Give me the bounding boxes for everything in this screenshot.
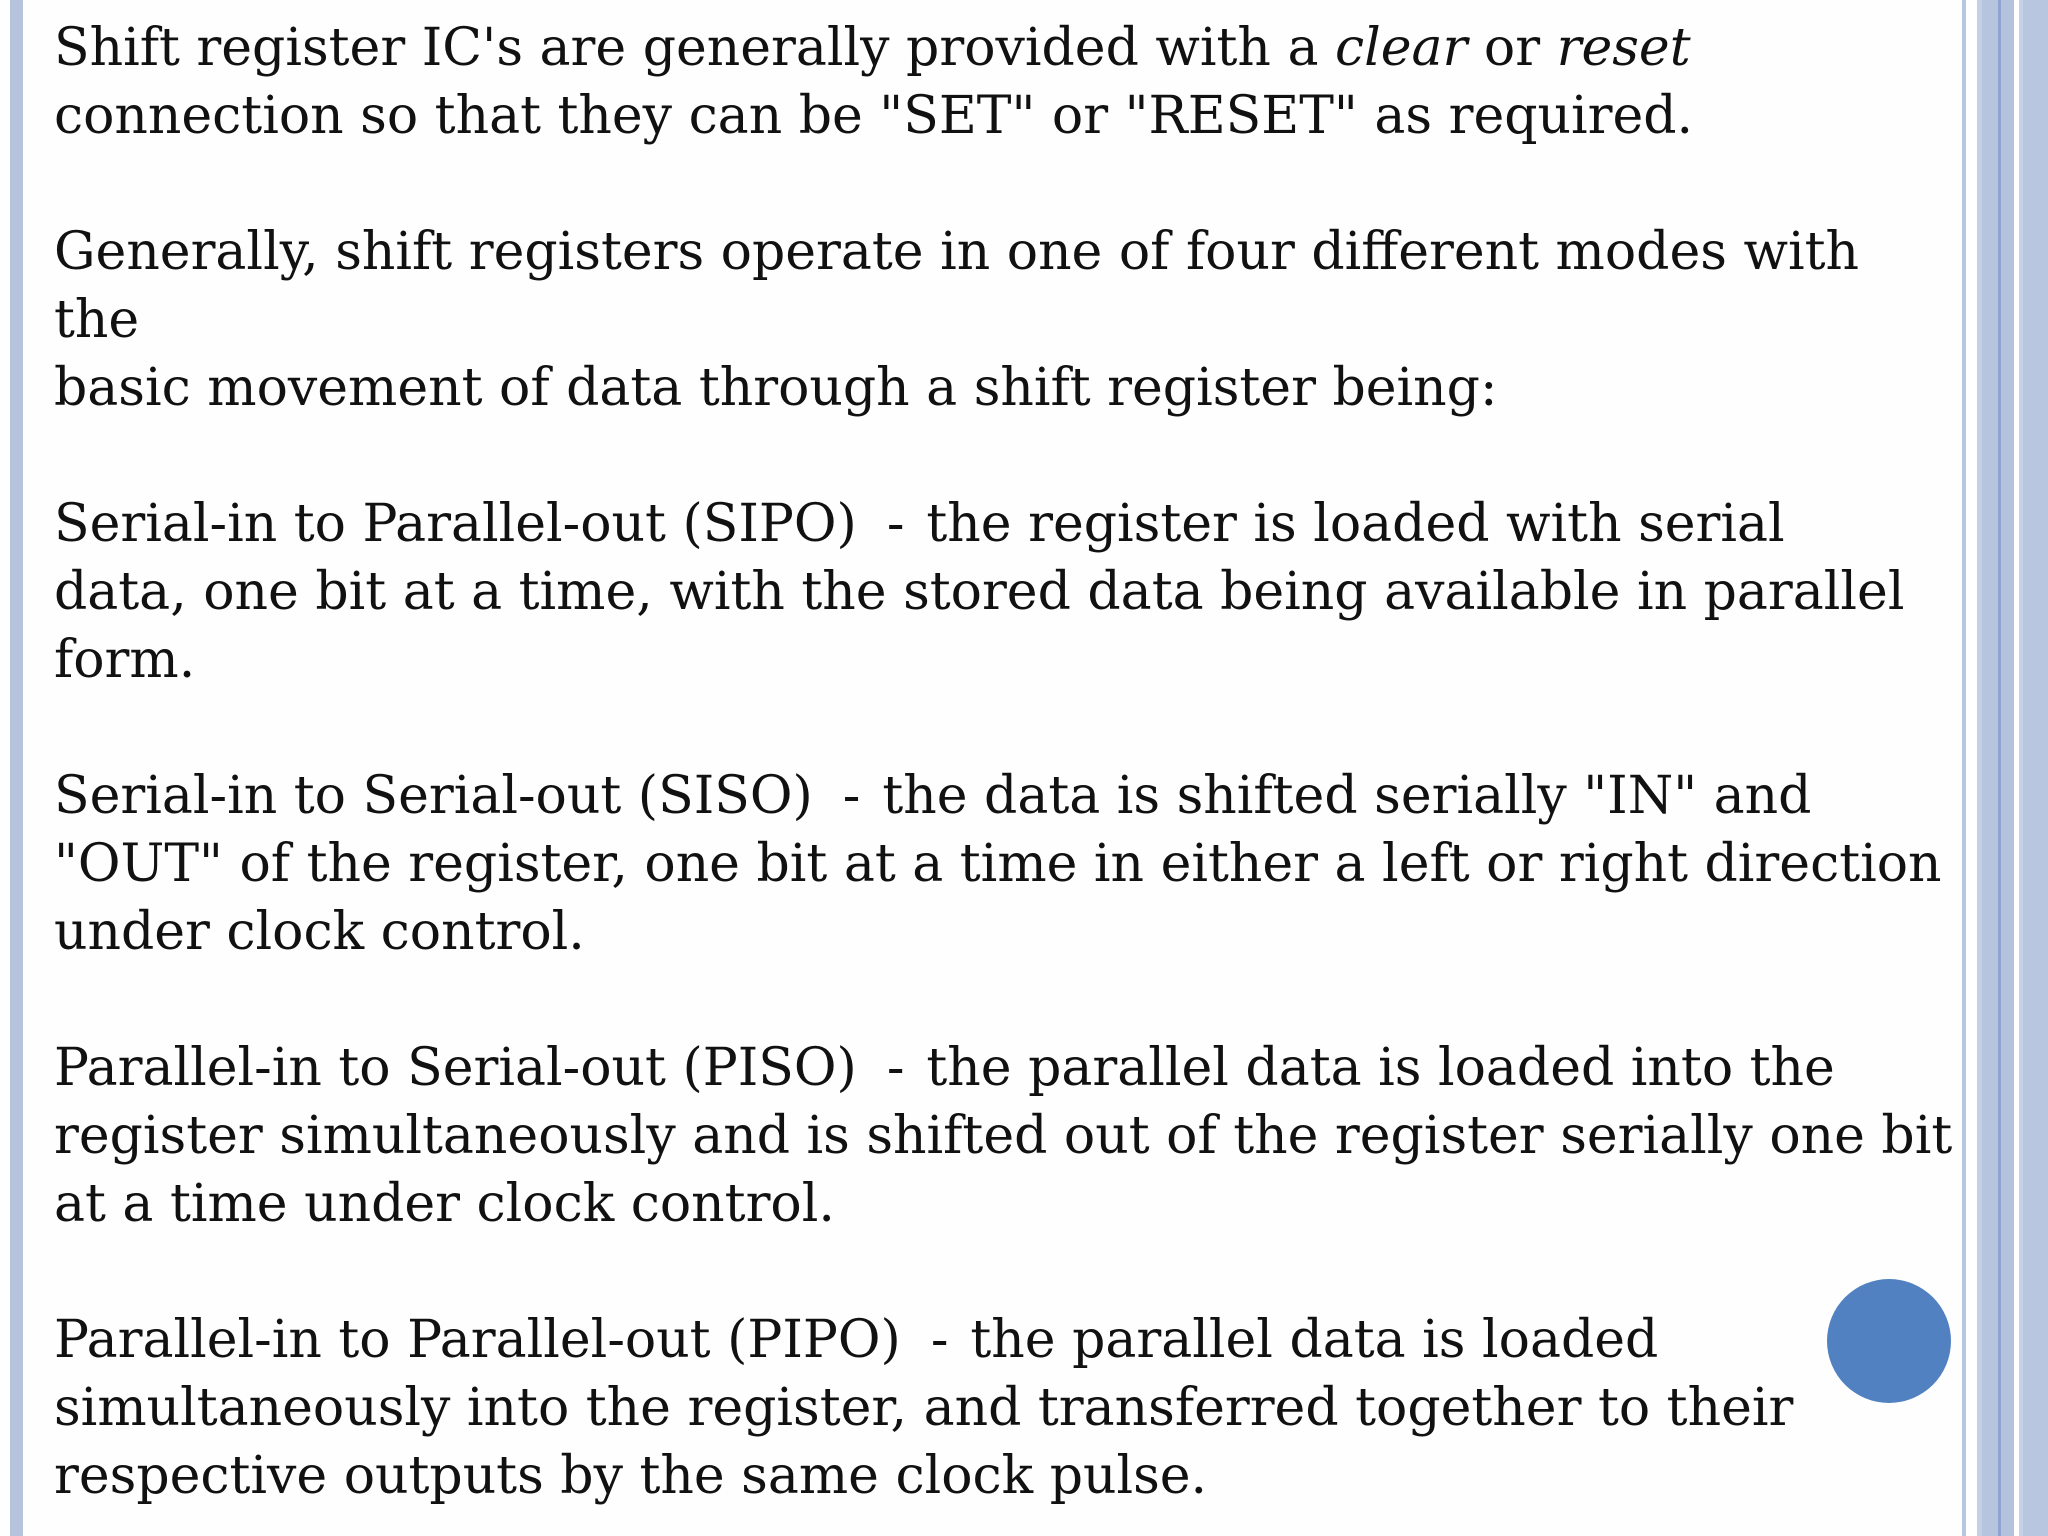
reset-emphasis: reset [1556,18,1691,78]
intro-text-part3: connection so that they can be "SET" or "RESET" as required. [54,86,1694,146]
left-border-rule [10,0,23,1536]
intro-text-part1: Shift register IC's are generally provided with a [54,18,1335,78]
frame-bar [1982,0,1998,1536]
slide-body-text [54,14,1954,1510]
modes-intro-paragraph: Generally, shift registers operate in one of four different modes with the basic movement of data through a shift register being: [54,222,1859,418]
mode-term: Serial-in to Serial-out (SISO) [54,766,813,826]
mode-term: Parallel-in to Serial-out (PISO) [54,1038,857,1098]
mode-description: the parallel data is loaded into the register simultaneously and is shifted out of the register serially one bit at a time under clock control. [54,1038,1953,1234]
decorative-blue-circle [1827,1279,1951,1403]
mode-separator: - [930,1310,949,1370]
frame-bar [1962,0,1966,1536]
mode-separator: - [886,1038,905,1098]
mode-siso [54,762,1954,966]
mode-description: the data is shifted serially "IN" and "OUT" of the register, one bit at a time in either a left or right direction under clock control. [54,766,1942,962]
intro-text-part2: or [1467,18,1557,78]
mode-piso [54,1034,1954,1238]
mode-pipo [54,1306,1954,1510]
frame-bar [2023,0,2048,1536]
mode-term: Serial-in to Parallel-out (SIPO) [54,494,857,554]
right-border-frame [1962,0,2048,1536]
mode-term: Parallel-in to Parallel-out (PIPO) [54,1310,901,1370]
mode-description: the register is loaded with serial data, one bit at a time, with the stored data being available in parallel form. [54,494,1905,690]
intro-paragraph [54,14,1954,150]
mode-sipo [54,490,1954,694]
mode-description: the parallel data is loaded simultaneously into the register, and transferred together to their respective outputs by the same clock pulse. [54,1310,1794,1506]
mode-separator: - [842,766,861,826]
frame-bar [2001,0,2014,1536]
mode-separator: - [886,494,905,554]
clear-emphasis: clear [1334,18,1468,78]
